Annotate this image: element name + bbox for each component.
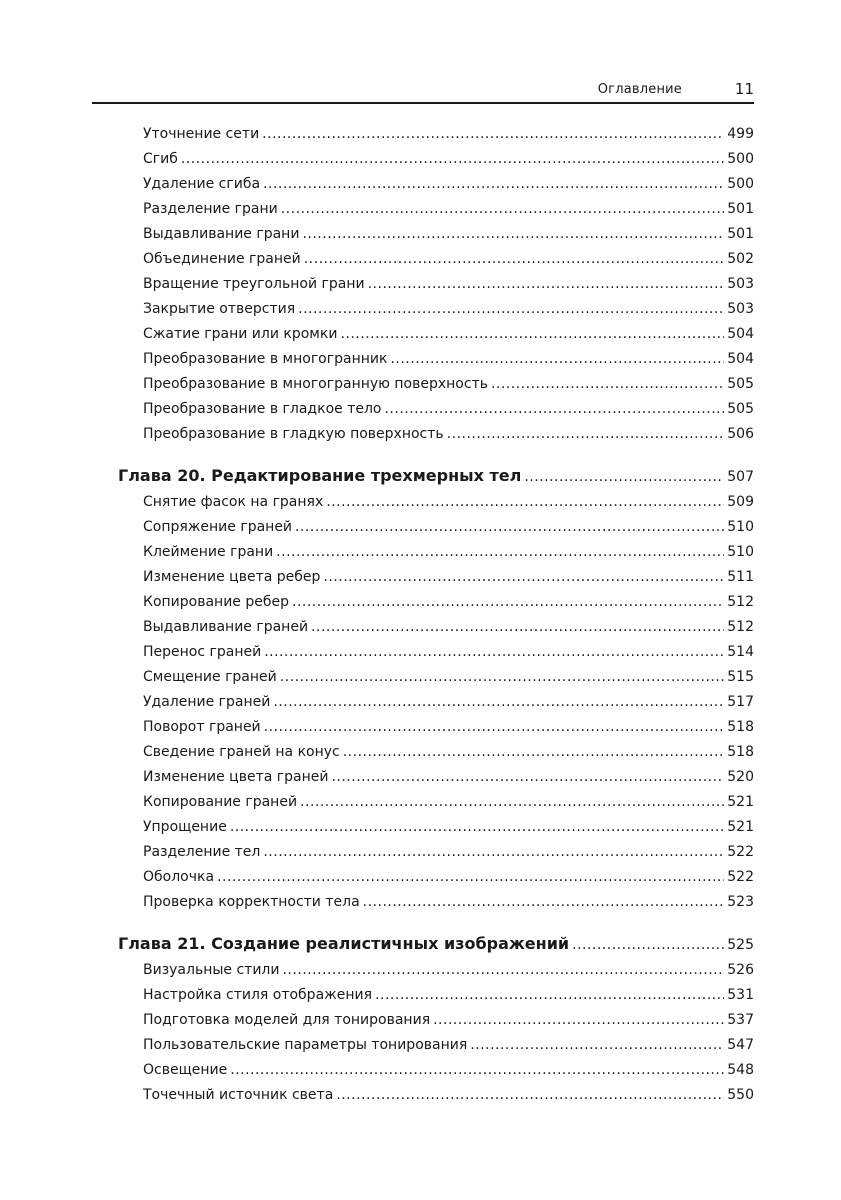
dot-leader	[262, 126, 724, 142]
toc-chapter-heading	[118, 934, 754, 956]
toc-entry-title: Смещение граней	[143, 669, 277, 685]
running-header	[92, 80, 754, 104]
toc-entry-page: 510	[727, 519, 754, 535]
toc-entry-title: Уточнение сети	[143, 126, 260, 142]
toc-entry	[143, 544, 754, 566]
toc-entry-page: 504	[727, 326, 754, 342]
toc-entry-title: Сгиб	[143, 151, 178, 167]
toc-entry-page: 547	[727, 1037, 754, 1053]
page-number: 11	[734, 80, 754, 98]
toc-entry-title: Преобразование в многогранник	[143, 351, 388, 367]
toc-entry	[143, 519, 754, 541]
toc-entry-page: 510	[727, 544, 754, 560]
toc-entry	[143, 1087, 754, 1109]
dot-leader	[263, 176, 724, 192]
toc-entry-title: Удаление граней	[143, 694, 271, 710]
toc-entry-title: Сведение граней на конус	[143, 744, 340, 760]
toc-entry-page: 526	[727, 962, 754, 978]
dot-leader	[447, 426, 725, 442]
toc-entry-title: Объединение граней	[143, 251, 301, 267]
dot-leader	[384, 401, 724, 417]
toc-entry-page: 525	[727, 937, 754, 953]
toc-entry	[143, 494, 754, 516]
toc-entry-title: Выдавливание грани	[143, 226, 300, 242]
toc-entry-page: 505	[727, 401, 754, 417]
dot-leader	[491, 376, 724, 392]
toc-entry-page: 522	[727, 869, 754, 885]
dot-leader	[470, 1037, 724, 1053]
dot-leader	[572, 937, 724, 953]
dot-leader	[300, 794, 724, 810]
toc-entry	[143, 794, 754, 816]
toc-entry-page: 511	[727, 569, 754, 585]
toc-entry-title: Удаление сгиба	[143, 176, 261, 192]
dot-leader	[336, 1087, 724, 1103]
toc-entry	[143, 151, 754, 173]
toc-entry-title: Клеймение грани	[143, 544, 274, 560]
toc-entry	[143, 301, 754, 323]
toc-entry-title: Копирование ребер	[143, 594, 289, 610]
toc-entry-title: Глава 20. Редактирование трехмерных тел	[118, 466, 522, 485]
toc-entry	[143, 569, 754, 591]
dot-leader	[230, 819, 724, 835]
toc-entry	[143, 669, 754, 691]
dot-leader	[433, 1012, 724, 1028]
dot-leader	[292, 594, 724, 610]
toc-entry-title: Преобразование в многогранную поверхность	[143, 376, 488, 392]
toc-entry-title: Разделение тел	[143, 844, 261, 860]
toc-entry-title: Визуальные стили	[143, 962, 280, 978]
toc-entry-page: 501	[727, 226, 754, 242]
toc-entry-page: 500	[727, 151, 754, 167]
toc-entry-title: Вращение треугольной грани	[143, 276, 365, 292]
toc-entry-title: Закрытие отверстия	[143, 301, 296, 317]
toc-entry	[143, 1037, 754, 1059]
dot-leader	[280, 669, 725, 685]
toc-entry-title: Упрощение	[143, 819, 227, 835]
dot-leader	[340, 326, 724, 342]
toc-entry-title: Оболочка	[143, 869, 215, 885]
toc-entry-page: 499	[727, 126, 754, 142]
toc-entry-title: Поворот граней	[143, 719, 261, 735]
dot-leader	[304, 251, 725, 267]
dot-leader	[390, 351, 724, 367]
toc-entry	[143, 1012, 754, 1034]
dot-leader	[363, 894, 725, 910]
toc-entry	[143, 594, 754, 616]
dot-leader	[524, 469, 724, 485]
dot-leader	[298, 301, 724, 317]
toc-entry	[143, 769, 754, 791]
toc-entry-title: Изменение цвета граней	[143, 769, 329, 785]
toc-entry-page: 512	[727, 594, 754, 610]
toc-entry-title: Пользовательские параметры тонирования	[143, 1037, 468, 1053]
dot-leader	[276, 544, 724, 560]
toc-entry-page: 502	[727, 251, 754, 267]
toc-entry-page: 503	[727, 301, 754, 317]
dot-leader	[368, 276, 725, 292]
toc-entry-page: 522	[727, 844, 754, 860]
toc-entry	[143, 987, 754, 1009]
toc-entry-page: 503	[727, 276, 754, 292]
toc-entry-page: 517	[727, 694, 754, 710]
toc-entry-page: 504	[727, 351, 754, 367]
dot-leader	[264, 719, 725, 735]
toc-entry-page: 518	[727, 744, 754, 760]
toc-entry-title: Преобразование в гладкую поверхность	[143, 426, 444, 442]
toc-chapter-heading	[118, 466, 754, 488]
toc-entry	[143, 694, 754, 716]
toc-entry	[143, 844, 754, 866]
toc-entry-page: 531	[727, 987, 754, 1003]
dot-leader	[263, 844, 724, 860]
toc-entry	[143, 1062, 754, 1084]
toc-entry-title: Сопряжение граней	[143, 519, 293, 535]
toc-entry	[143, 251, 754, 273]
toc-entry-title: Проверка корректности тела	[143, 894, 360, 910]
toc-entry-page: 501	[727, 201, 754, 217]
toc-entry-page: 548	[727, 1062, 754, 1078]
toc-entry	[143, 869, 754, 891]
toc-entry-title: Подготовка моделей для тонирования	[143, 1012, 431, 1028]
toc-entry	[143, 351, 754, 373]
toc-entry	[143, 719, 754, 741]
toc-entry	[143, 276, 754, 298]
toc-entry-title: Изменение цвета ребер	[143, 569, 321, 585]
dot-leader	[311, 619, 724, 635]
toc-entry	[143, 426, 754, 448]
toc-entry-page: 505	[727, 376, 754, 392]
dot-leader	[343, 744, 725, 760]
toc-entry	[143, 226, 754, 248]
toc-entry-title: Преобразование в гладкое тело	[143, 401, 382, 417]
toc-entry	[143, 619, 754, 641]
dot-leader	[181, 151, 724, 167]
toc-entry-title: Освещение	[143, 1062, 228, 1078]
toc-entry-page: 521	[727, 794, 754, 810]
dot-leader	[331, 769, 724, 785]
toc-entry	[143, 894, 754, 916]
toc-entry-page: 518	[727, 719, 754, 735]
toc-entry-page: 520	[727, 769, 754, 785]
toc-entry-page: 550	[727, 1087, 754, 1103]
toc-entry-page: 537	[727, 1012, 754, 1028]
toc-entry-title: Точечный источник света	[143, 1087, 334, 1103]
dot-leader	[281, 201, 725, 217]
toc-entry	[143, 326, 754, 348]
dot-leader	[217, 869, 724, 885]
toc-entry	[143, 962, 754, 984]
dot-leader	[282, 962, 724, 978]
toc-entry-title: Глава 21. Создание реалистичных изображений	[118, 934, 570, 953]
toc-entry-title: Перенос граней	[143, 644, 262, 660]
dot-leader	[295, 519, 724, 535]
toc-entry-page: 523	[727, 894, 754, 910]
toc-entry-page: 509	[727, 494, 754, 510]
dot-leader	[302, 226, 724, 242]
toc-entry-page: 512	[727, 619, 754, 635]
toc-entry-title: Сжатие грани или кромки	[143, 326, 338, 342]
toc-entry	[143, 126, 754, 148]
toc-entry	[143, 644, 754, 666]
toc-entry-title: Снятие фасок на гранях	[143, 494, 324, 510]
toc-entry-title: Настройка стиля отображения	[143, 987, 373, 1003]
toc-entry	[143, 744, 754, 766]
dot-leader	[326, 494, 724, 510]
toc-entry-title: Разделение грани	[143, 201, 278, 217]
dot-leader	[323, 569, 724, 585]
toc-entry-page: 506	[727, 426, 754, 442]
toc-entry-page: 507	[727, 469, 754, 485]
toc-entry-page: 514	[727, 644, 754, 660]
toc-entry	[143, 376, 754, 398]
toc-entry-title: Копирование граней	[143, 794, 298, 810]
toc-entry	[143, 201, 754, 223]
toc-entry	[143, 176, 754, 198]
toc-entry-page: 515	[727, 669, 754, 685]
dot-leader	[375, 987, 724, 1003]
toc-entry-page: 521	[727, 819, 754, 835]
running-header-section: Оглавление	[597, 82, 682, 97]
dot-leader	[273, 694, 724, 710]
toc-entry	[143, 819, 754, 841]
toc-entry-title: Выдавливание граней	[143, 619, 309, 635]
toc-entry-page: 500	[727, 176, 754, 192]
toc-entry	[143, 401, 754, 423]
dot-leader	[230, 1062, 724, 1078]
dot-leader	[264, 644, 724, 660]
